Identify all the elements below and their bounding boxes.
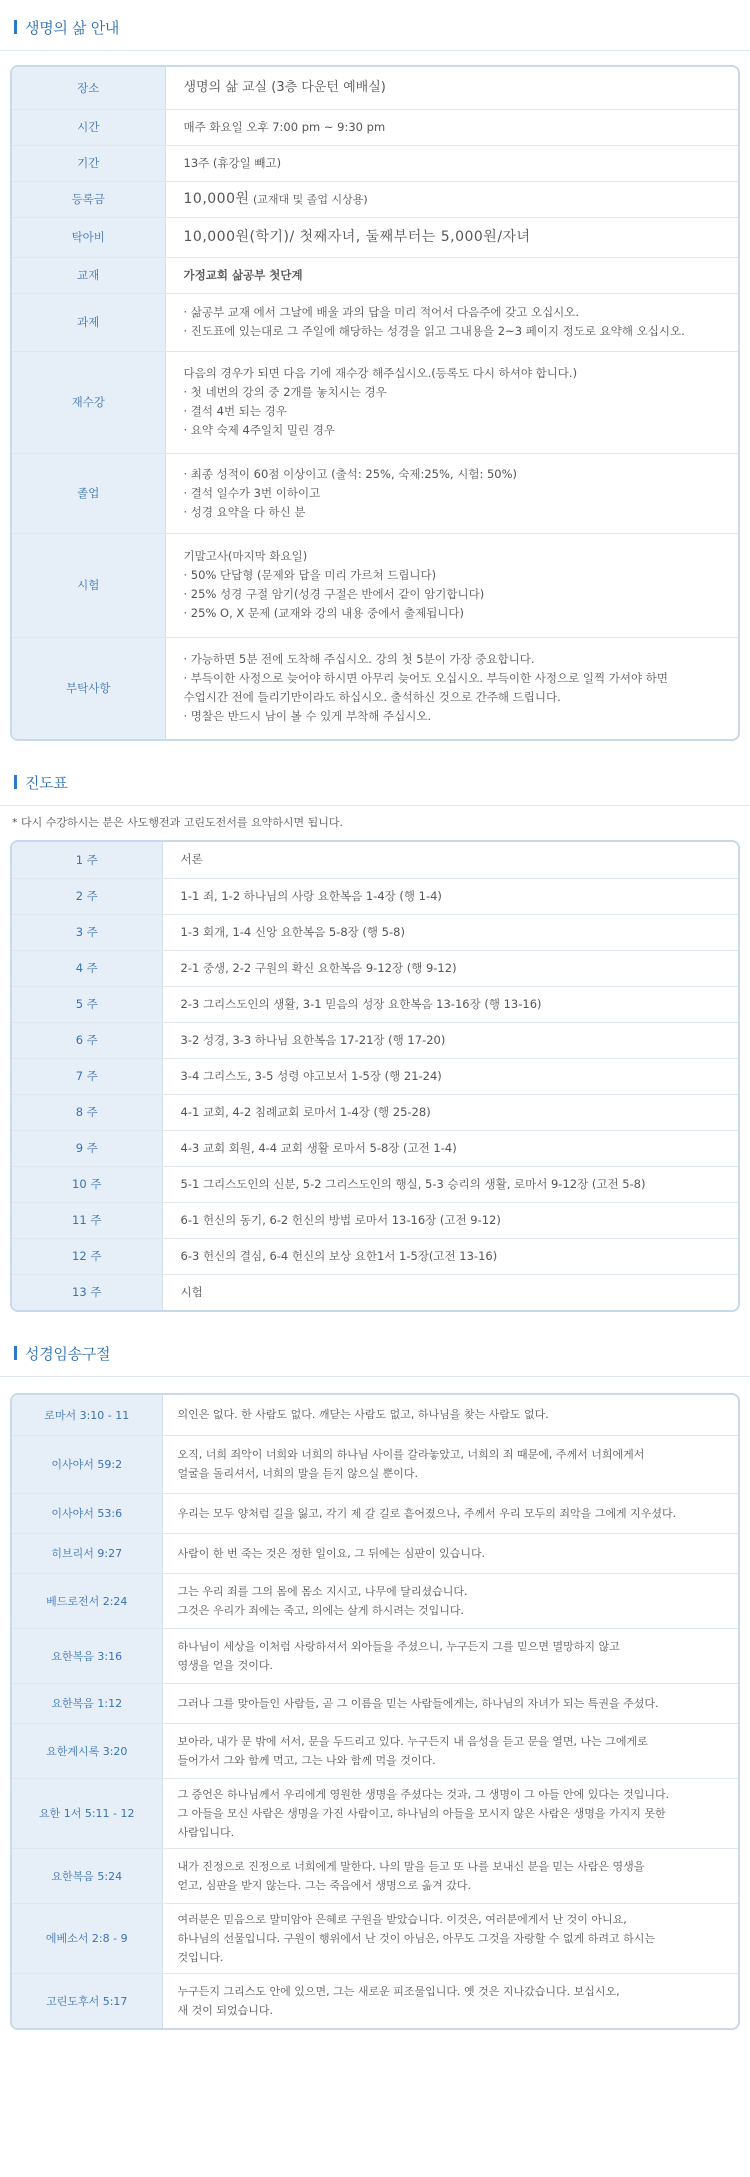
- verse-line: 것입니다.: [177, 1950, 224, 1964]
- verse-reference: 히브리서 9:27: [12, 1533, 162, 1573]
- verses-table-box: [10, 1393, 740, 2030]
- info-row-exam: [12, 533, 738, 637]
- verse-line: 그러나 그를 맞아들인 사람들, 곧 그 이름을 믿는 사람들에게는, 하나님의 자녀가 되는 특권을 주셨다.: [177, 1696, 659, 1710]
- schedule-week: 3 주: [12, 914, 162, 950]
- schedule-content: 2-3 그리스도인의 생활, 3-1 믿음의 성장 요한복음 13-16장 (행 13-16): [162, 986, 738, 1022]
- info-key: 재수강: [12, 351, 165, 453]
- verse-reference: 요한복음 5:24: [12, 1848, 162, 1903]
- verse-reference: 베드로전서 2:24: [12, 1573, 162, 1628]
- verse-row: [12, 1683, 738, 1723]
- schedule-content: 4-3 교회 회원, 4-4 교회 생활 로마서 5-8장 (고전 1-4): [162, 1130, 738, 1166]
- schedule-week: 8 주: [12, 1094, 162, 1130]
- schedule-row: [12, 1238, 738, 1274]
- info-row-assignment: [12, 293, 738, 351]
- schedule-week: 11 주: [12, 1202, 162, 1238]
- verse-row: [12, 1493, 738, 1533]
- verse-row: [12, 1573, 738, 1628]
- schedule-week: 4 주: [12, 950, 162, 986]
- info-key: 부탁사항: [12, 637, 165, 739]
- schedule-content: 3-4 그리스도, 3-5 성령 야고보서 1-5장 (행 21-24): [162, 1058, 738, 1094]
- schedule-week: 1 주: [12, 842, 162, 878]
- schedule-week: 13 주: [12, 1274, 162, 1310]
- verse-line: 새 것이 되었습니다.: [177, 2003, 273, 2017]
- divider: [0, 805, 750, 806]
- schedule-table: [12, 842, 738, 1310]
- verse-reference: 이사야서 53:6: [12, 1493, 162, 1533]
- verse-text: [162, 1533, 738, 1573]
- schedule-row: [12, 1202, 738, 1238]
- info-value: · 최종 성적이 60점 이상이고 (출석: 25%, 숙제:25%, 시험: 50%) · 결석 일수가 3번 이하이고 · 성경 요약을 다 하신 분: [165, 453, 738, 533]
- verse-line: 얼굴을 돌리셔서, 너희의 말을 듣지 않으실 뿐이다.: [177, 1467, 418, 1480]
- info-value: 10,000원(학기)/ 첫째자녀, 둘째부터는 5,000원/자녀: [165, 217, 738, 257]
- info-key: 졸업: [12, 453, 165, 533]
- info-value: · 삶공부 교재 에서 그날에 배울 과의 답을 미리 적어서 다음주에 갖고 오십시오. · 진도표에 있는대로 그 주일에 해당하는 성경을 읽고 그내용을 2~3 페이지 정도로 요약해 오십시오.: [165, 293, 738, 351]
- verse-line: 그는 우리 죄를 그의 몸에 몸소 지시고, 나무에 달리셨습니다.: [177, 1584, 468, 1598]
- verse-line: 여러분은 믿음으로 말미암아 은혜로 구원을 받았습니다. 이것은, 여러분에게서 난 것이 아니요,: [177, 1912, 627, 1926]
- schedule-content: 6-3 헌신의 결심, 6-4 헌신의 보상 요한1서 1-5장(고전 13-16): [162, 1238, 738, 1274]
- info-row-childcare: [12, 217, 738, 257]
- schedule-row: [12, 1130, 738, 1166]
- schedule-row: [12, 1166, 738, 1202]
- section-title-verses: 성경임송구절: [25, 1344, 111, 1363]
- verse-line: 얻고, 심판을 받지 않는다. 그는 죽음에서 생명으로 옮겨 갔다.: [177, 1878, 471, 1892]
- verse-line: 사람이 한 번 죽는 것은 정한 일이요, 그 뒤에는 심판이 있습니다.: [177, 1546, 486, 1560]
- info-row-fee: [12, 181, 738, 217]
- verse-line: 들어가서 그와 함께 먹고, 그는 나와 함께 먹을 것이다.: [177, 1753, 436, 1767]
- section-marker-icon: [14, 775, 17, 789]
- schedule-content: 1-1 죄, 1-2 하나님의 사랑 요한복음 1-4장 (행 1-4): [162, 878, 738, 914]
- verse-reference: 로마서 3:10 - 11: [12, 1395, 162, 1435]
- schedule-content: 2-1 중생, 2-2 구원의 확신 요한복음 9-12장 (행 9-12): [162, 950, 738, 986]
- verse-row: [12, 1435, 738, 1493]
- verse-line: 그 증언은 하나님께서 우리에게 영원한 생명을 주셨다는 것과, 그 생명이 그 아들 안에 있다는 것입니다.: [177, 1787, 670, 1801]
- schedule-week: 7 주: [12, 1058, 162, 1094]
- schedule-row: [12, 950, 738, 986]
- info-value: 13주 (휴강일 빼고): [165, 145, 738, 181]
- schedule-content: 6-1 헌신의 동기, 6-2 헌신의 방법 로마서 13-16장 (고전 9-12): [162, 1202, 738, 1238]
- verse-text: [162, 1628, 738, 1683]
- schedule-content: 서론: [162, 842, 738, 878]
- verse-text: [162, 1493, 738, 1533]
- verse-row: [12, 1973, 738, 2028]
- info-value: 가정교회 삶공부 첫단계: [165, 257, 738, 293]
- verse-line: 누구든지 그리스도 안에 있으면, 그는 새로운 피조물입니다. 옛 것은 지나갔습니다. 보십시오,: [177, 1984, 620, 1998]
- info-value: 생명의 삶 교실 (3층 다운턴 예배실): [165, 67, 738, 109]
- schedule-week: 5 주: [12, 986, 162, 1022]
- schedule-week: 10 주: [12, 1166, 162, 1202]
- schedule-content: 5-1 그리스도인의 신분, 5-2 그리스도인의 행실, 5-3 승리의 생활, 로마서 9-12장 (고전 5-8): [162, 1166, 738, 1202]
- info-row-place: [12, 67, 738, 109]
- schedule-content: 시험: [180, 1284, 203, 1299]
- divider: [0, 1376, 750, 1377]
- schedule-week: 2 주: [12, 878, 162, 914]
- verse-row: [12, 1628, 738, 1683]
- verse-reference: 고린도후서 5:17: [12, 1973, 162, 2028]
- schedule-row: [12, 878, 738, 914]
- info-value: 10,000원 (교재대 및 졸업 시상용): [165, 181, 738, 217]
- info-key: 탁아비: [12, 217, 165, 257]
- schedule-table-box: [10, 840, 740, 1312]
- info-key: 등록금: [12, 181, 165, 217]
- verses-table: [12, 1395, 738, 2028]
- schedule-row: [12, 1094, 738, 1130]
- verse-line: 오직, 너희 죄악이 너희와 너희의 하나님 사이를 갈라놓았고, 너희의 죄 때문에, 주께서 너희에게서: [177, 1448, 645, 1461]
- info-value: · 가능하면 5분 전에 도착해 주십시오. 강의 첫 5분이 가장 중요합니다. · 부득이한 사정으로 늦어야 하시면 아무리 늦어도 오십시오. 부득이한 사정으로 일찍 가셔야 하면 수업시간 전에 들리기만이라도 하십시오. 출석하신 것으로 간주해 드립니다. · 명찰은 반드시 남이 볼 수 있게 부착해 주십시오.: [183, 652, 668, 724]
- info-table: [12, 67, 738, 739]
- info-row-textbook: [12, 257, 738, 293]
- info-table-box: [10, 65, 740, 741]
- info-value: 다음의 경우가 되면 다음 기에 재수강 해주십시오.(등록도 다시 하셔야 합니다.) · 첫 네번의 강의 중 2개를 놓치시는 경우 · 결석 4번 되는 경우 · 요약 숙제 4주일치 밀린 경우: [165, 351, 738, 453]
- verse-line: 보아라, 내가 문 밖에 서서, 문을 두드리고 있다. 누구든지 내 음성을 듣고 문을 열면, 나는 그에게로: [177, 1734, 648, 1748]
- schedule-week: 9 주: [12, 1130, 162, 1166]
- verse-text: [162, 1903, 738, 1973]
- verse-line: 하나님이 세상을 이처럼 사랑하셔서 외아들을 주셨으니, 누구든지 그를 믿으면 멸망하지 않고: [177, 1639, 620, 1653]
- info-key: 과제: [12, 293, 165, 351]
- divider: [0, 50, 750, 51]
- verse-reference: 에베소서 2:8 - 9: [12, 1903, 162, 1973]
- info-row-retake: [12, 351, 738, 453]
- verse-text: [162, 1778, 738, 1848]
- verse-text: [162, 1435, 738, 1493]
- schedule-content: 4-1 교회, 4-2 침례교회 로마서 1-4장 (행 25-28): [162, 1094, 738, 1130]
- verse-text: [162, 1573, 738, 1628]
- section-title-schedule: 진도표: [25, 773, 68, 792]
- info-value: 매주 화요일 오후 7:00 pm ~ 9:30 pm: [165, 109, 738, 145]
- verse-line: 우리는 모두 양처럼 길을 잃고, 각기 제 갈 길로 흩어졌으나, 주께서 우리 모두의 죄악을 그에게 지우셨다.: [177, 1506, 677, 1520]
- section-header-schedule: [0, 769, 750, 795]
- info-row-time: [12, 109, 738, 145]
- schedule-row: [12, 1058, 738, 1094]
- section-title-info: 생명의 삶 안내: [25, 18, 120, 37]
- verse-text: [162, 1973, 738, 2028]
- info-row-period: [12, 145, 738, 181]
- info-row-requests: [12, 637, 738, 739]
- info-key: 교재: [12, 257, 165, 293]
- verse-row: [12, 1848, 738, 1903]
- verse-line: 의인은 없다. 한 사람도 없다. 깨닫는 사람도 없고, 하나님을 찾는 사람도 없다.: [177, 1408, 549, 1422]
- schedule-week: 12 주: [12, 1238, 162, 1274]
- verse-row: [12, 1903, 738, 1973]
- schedule-row: [12, 986, 738, 1022]
- info-value: 기말고사(마지막 화요일) · 50% 단답형 (문제와 답을 미리 가르쳐 드립니다) · 25% 성경 구절 암기(성경 구절은 반에서 같이 암기합니다) · 25% O, X 문제 (교재와 강의 내용 중에서 출제됩니다): [165, 533, 738, 637]
- verse-text: [162, 1395, 738, 1435]
- verse-line: 사람입니다.: [177, 1825, 235, 1839]
- section-marker-icon: [14, 20, 17, 34]
- verse-row: [12, 1395, 738, 1435]
- verse-reference: 이사야서 59:2: [12, 1435, 162, 1493]
- verse-text: [162, 1723, 738, 1778]
- verse-text: [162, 1848, 738, 1903]
- info-row-graduation: [12, 453, 738, 533]
- schedule-week: 6 주: [12, 1022, 162, 1058]
- section-marker-icon: [14, 1346, 17, 1360]
- schedule-row: [12, 914, 738, 950]
- verse-line: 영생을 얻을 것이다.: [177, 1658, 273, 1672]
- verse-reference: 요한복음 1:12: [12, 1683, 162, 1723]
- verse-reference: 요한복음 3:16: [12, 1628, 162, 1683]
- info-key: 시험: [12, 533, 165, 637]
- schedule-content: 1-3 회개, 1-4 신앙 요한복음 5-8장 (행 5-8): [162, 914, 738, 950]
- section-header-info: [0, 14, 750, 40]
- info-key: 장소: [12, 67, 165, 109]
- verse-row: [12, 1533, 738, 1573]
- schedule-row: [12, 842, 738, 878]
- verse-row: [12, 1778, 738, 1848]
- verse-row: [12, 1723, 738, 1778]
- section-header-verses: [0, 1340, 750, 1366]
- verse-line: 그 아들을 모신 사람은 생명을 가진 사람이고, 하나님의 아들을 모시지 않은 사람은 생명을 가지지 못한: [177, 1806, 666, 1820]
- info-key: 시간: [12, 109, 165, 145]
- verse-reference: 요한 1서 5:11 - 12: [12, 1778, 162, 1848]
- verse-line: 하나님의 선물입니다. 구원이 행위에서 난 것이 아님은, 아무도 그것을 자랑할 수 없게 하려고 하시는: [177, 1931, 655, 1945]
- schedule-row: [12, 1022, 738, 1058]
- verse-line: 내가 진정으로 진정으로 너희에게 말한다. 나의 말을 듣고 또 나를 보내신 분을 믿는 사람은 영생을: [177, 1859, 645, 1873]
- verse-text: [162, 1683, 738, 1723]
- schedule-note: * 다시 수강하시는 분은 사도행전과 고린도전서를 요약하시면 됩니다.: [12, 816, 343, 829]
- schedule-content: 3-2 성경, 3-3 하나님 요한복음 17-21장 (행 17-20): [162, 1022, 738, 1058]
- verse-line: 그것은 우리가 죄에는 죽고, 의에는 살게 하시려는 것입니다.: [177, 1603, 464, 1617]
- schedule-row: [12, 1274, 738, 1310]
- info-key: 기간: [12, 145, 165, 181]
- verse-reference: 요한계시록 3:20: [12, 1723, 162, 1778]
